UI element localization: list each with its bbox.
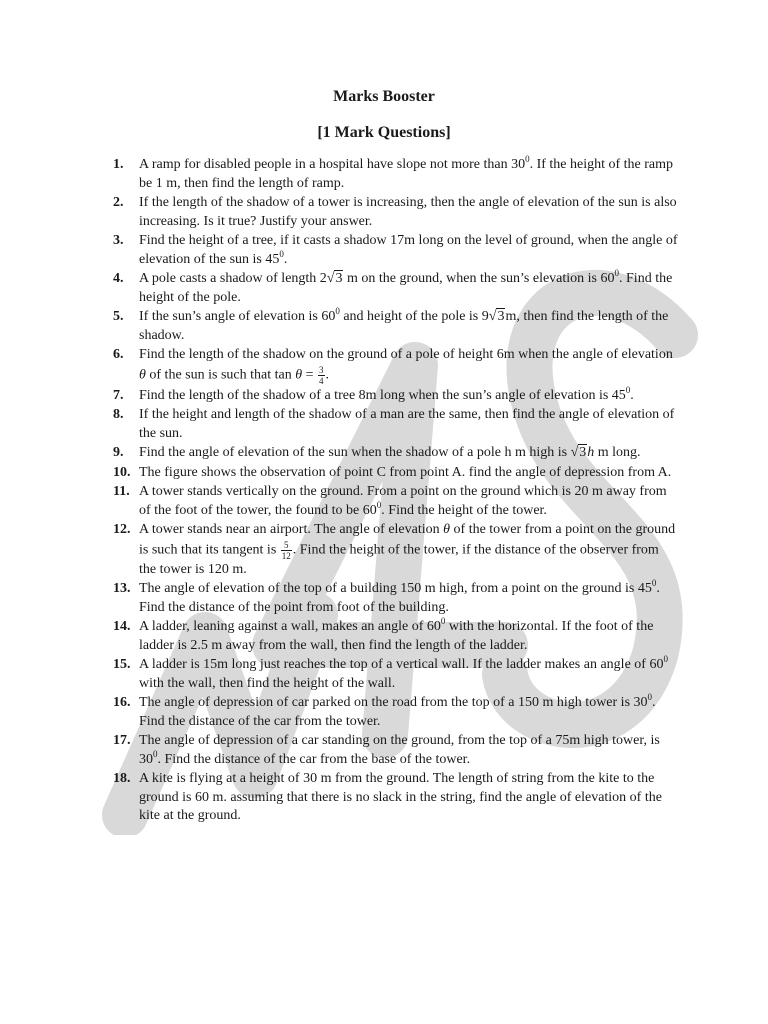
list-item bbox=[113, 384, 678, 406]
question-text: . Find the distance of the point from foot of the building. bbox=[139, 581, 660, 615]
question-list bbox=[113, 156, 678, 827]
question-number: 10. bbox=[113, 464, 131, 480]
list-item bbox=[113, 346, 678, 386]
question-text: If the sun’s angle of elevation is 60 bbox=[139, 309, 336, 324]
superscript: 0 bbox=[335, 306, 340, 316]
question-text: and height of the pole is 9 bbox=[339, 309, 489, 324]
question-text: . Find the height of the tower. bbox=[381, 502, 547, 518]
question-text: Find the length of the shadow of a tree 8m long when the sun’s angle of elevation is 45 bbox=[139, 387, 626, 403]
superscript: 0 bbox=[525, 154, 530, 164]
question-number: 17. bbox=[113, 733, 131, 748]
question-text: . bbox=[283, 251, 288, 267]
question-text: . Find the distance of the car from the base of the tower. bbox=[157, 751, 471, 767]
list-item bbox=[113, 232, 678, 269]
question-text: with the wall, then find the height of the wall. bbox=[139, 675, 396, 691]
question-number: 6. bbox=[113, 347, 124, 362]
math-variable: θ bbox=[139, 367, 146, 383]
question-text: m long. bbox=[594, 445, 641, 460]
question-text: Find the angle of elevation of the sun when the shadow of a pole h m high is bbox=[139, 445, 571, 460]
question-text: Find the height of a tree, if it casts a shadow 17m long on the level of ground, when the angle of elevation of the sun is 45 bbox=[139, 233, 678, 267]
square-root: √3 bbox=[326, 271, 343, 286]
superscript: 0 bbox=[376, 499, 382, 510]
list-item bbox=[113, 194, 678, 231]
question-text: A ladder is 15m long just reaches the top of a vertical wall. If the ladder makes an angle of 60 bbox=[139, 657, 664, 672]
superscript: 0 bbox=[651, 578, 657, 588]
question-number: 16. bbox=[113, 695, 131, 710]
question-text: If the length of the shadow of a tower is increasing, then the angle of elevation of the sun is also increasing. Is it true? Justify your answer. bbox=[139, 195, 677, 229]
square-root: √3 bbox=[488, 309, 505, 324]
question-number: 4. bbox=[113, 271, 124, 286]
question-number: 15. bbox=[113, 657, 131, 672]
question-text: of the tower from a point on the ground is such that its tangent is bbox=[139, 522, 676, 558]
list-item bbox=[113, 694, 678, 731]
superscript: 0 bbox=[279, 248, 284, 259]
question-number: 1. bbox=[113, 157, 124, 172]
question-text: . If the height of the ramp be 1 m, then find the length of ramp. bbox=[139, 157, 674, 191]
question-number: 12. bbox=[113, 522, 131, 537]
question-number: 3. bbox=[113, 233, 124, 248]
question-text: of the sun is such that tan bbox=[145, 367, 296, 383]
question-number: 11. bbox=[113, 484, 130, 499]
math-variable: θ bbox=[443, 522, 451, 537]
question-number: 9. bbox=[113, 445, 124, 460]
list-item bbox=[113, 270, 678, 307]
superscript: 0 bbox=[153, 748, 158, 759]
list-item bbox=[113, 406, 678, 443]
math-variable: h bbox=[587, 445, 595, 460]
question-text: The figure shows the observation of point C from point A. find the angle of depression from A. bbox=[139, 464, 672, 480]
list-item bbox=[113, 656, 678, 693]
list-item bbox=[113, 444, 678, 463]
list-item bbox=[113, 308, 678, 345]
question-text: m on the ground, when the sun’s elevation is 60 bbox=[343, 271, 615, 286]
question-number: 8. bbox=[113, 407, 124, 422]
list-item bbox=[113, 770, 678, 826]
question-number: 5. bbox=[113, 309, 124, 324]
list-item bbox=[113, 732, 678, 769]
question-text: m, then find the length of the shadow. bbox=[139, 309, 669, 343]
list-item bbox=[113, 580, 678, 617]
question-text: A tower stands near an airport. The angle of elevation bbox=[139, 522, 444, 537]
superscript: 0 bbox=[440, 616, 446, 626]
superscript: 0 bbox=[647, 692, 653, 702]
question-number: 14. bbox=[113, 619, 131, 634]
math-variable: θ bbox=[295, 367, 303, 383]
question-text: = bbox=[302, 367, 317, 383]
question-text: A ladder, leaning against a wall, makes an angle of 60 bbox=[139, 619, 441, 634]
question-text: . Find the distance of the car from the tower. bbox=[139, 695, 656, 729]
question-text: The angle of depression of car parked on the road from the top of a 150 m high tower is 30 bbox=[139, 695, 648, 710]
list-item bbox=[113, 521, 678, 579]
fraction: $\frac{3}{4}$ bbox=[319, 364, 324, 386]
question-text: The angle of depression of a car standing on the ground, from the top of a 75m high tower, is 30 bbox=[139, 733, 660, 767]
superscript: 0 bbox=[663, 654, 668, 664]
question-text: with the horizontal. If the foot of the ladder is 2.5 m away from the wall, then find the length of the ladder. bbox=[139, 619, 654, 653]
list-item bbox=[113, 618, 678, 655]
question-number: 18. bbox=[113, 771, 131, 786]
section-subtitle: [1 Mark Questions] bbox=[317, 124, 451, 141]
superscript: 0 bbox=[625, 384, 631, 395]
page-title: Marks Booster bbox=[333, 88, 435, 105]
list-item bbox=[113, 483, 678, 520]
question-text: A ramp for disabled people in a hospital have slope not more than 30 bbox=[139, 157, 526, 172]
question-text: Find the length of the shadow on the ground of a pole of height 6m when the angle of elevation bbox=[139, 347, 673, 362]
question-number: 13. bbox=[113, 581, 131, 596]
question-text: A kite is flying at a height of 30 m from the ground. The length of string from the kite to the ground is 60 m. assuming that there is no slack in the string, find the angle of elevation of the kite at the ground. bbox=[139, 771, 662, 823]
superscript: 0 bbox=[614, 268, 620, 278]
question-text: If the height and length of the shadow of a man are the same, then find the angle of elevation of the sun. bbox=[139, 407, 675, 441]
question-text: A pole casts a shadow of length 2 bbox=[139, 271, 327, 286]
question-text: The angle of elevation of the top of a building 150 m high, from a point on the ground is 45 bbox=[139, 581, 652, 596]
question-text: . Find the height of the tower, if the distance of the observer from the tower is 120 m. bbox=[139, 542, 659, 577]
square-root: √3 bbox=[570, 445, 587, 460]
question-text: . Find the height of the pole. bbox=[139, 271, 673, 305]
question-text: A tower stands vertically on the ground. From a point on the ground which is 20 m away from of the foot of the tower, the found to be 60 bbox=[139, 484, 667, 518]
question-text: . bbox=[630, 387, 634, 403]
fraction: $\frac{5}{12}$ bbox=[281, 539, 291, 561]
question-number: 2. bbox=[113, 195, 124, 210]
question-number: 7. bbox=[113, 387, 124, 403]
question-text: . bbox=[325, 367, 329, 383]
list-item bbox=[113, 464, 678, 483]
list-item bbox=[113, 156, 678, 193]
